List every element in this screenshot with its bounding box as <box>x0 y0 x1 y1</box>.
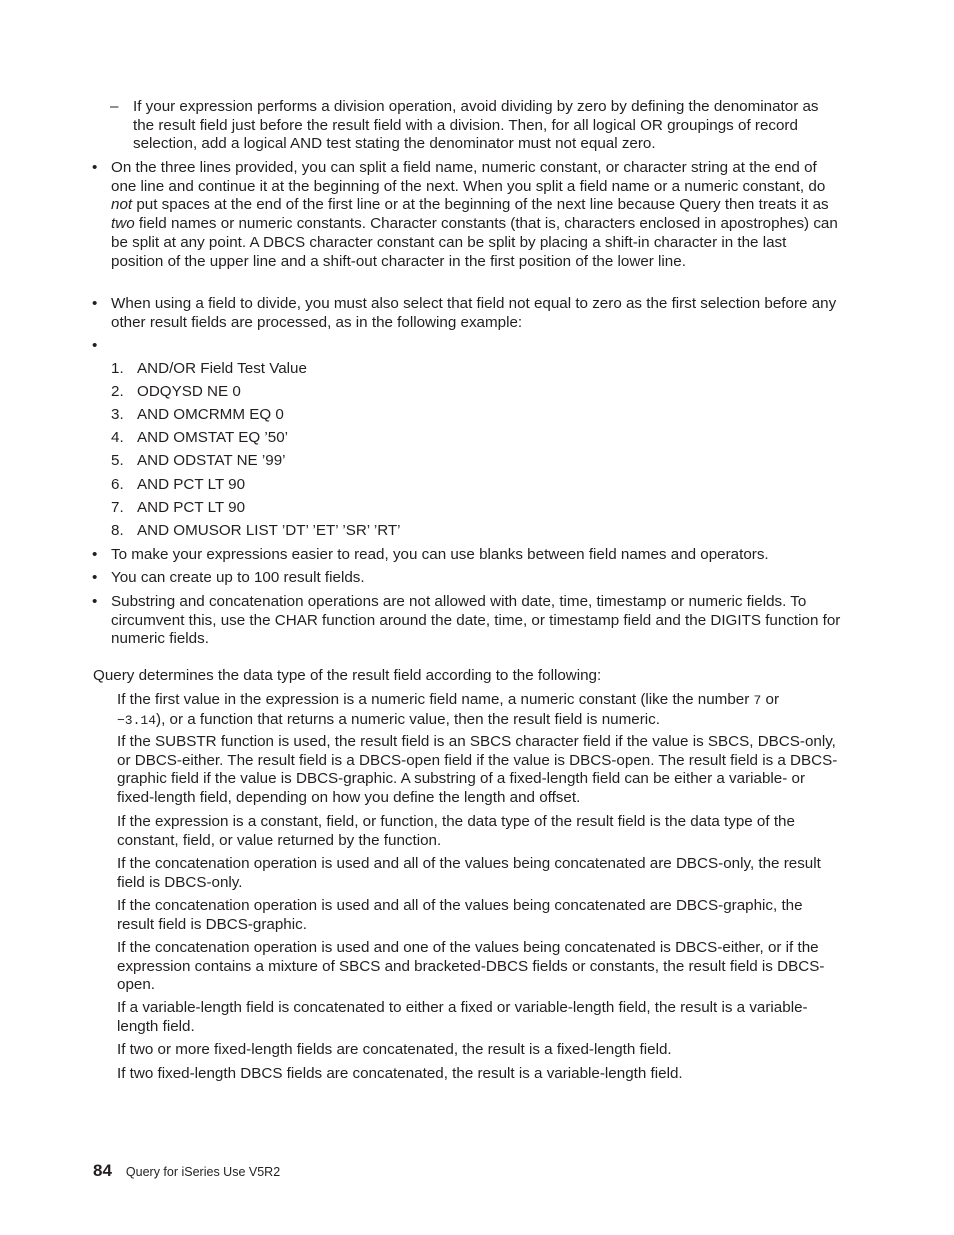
text-run: put spaces at the end of the first line or at the beginning of the next line because Query then treats it as <box>132 196 829 214</box>
bullet-marker: • <box>92 337 98 354</box>
item-text: AND PCT LT 90 <box>137 476 246 493</box>
dash-marker: – <box>110 98 119 115</box>
item-number: 7. <box>111 499 124 516</box>
item-text: AND/OR Field Test Value <box>137 360 307 377</box>
paragraph-fixed-length: If two or more fixed-length fields are concatenated, the result is a fixed-length field. <box>117 1041 672 1058</box>
item-number: 3. <box>111 406 124 423</box>
bullet-item-100-fields <box>92 569 842 588</box>
item-text: AND OMCRMM EQ 0 <box>137 406 284 423</box>
text-run: or <box>761 691 780 708</box>
bullet-marker: • <box>92 593 98 610</box>
numbered-item <box>111 476 245 495</box>
numbered-item <box>111 452 286 471</box>
emphasis-not: not <box>111 196 133 214</box>
text-run: ), or a function that returns a numeric value, then the result field is numeric. <box>156 710 660 728</box>
paragraph-dbcs-either: If the concatenation operation is used and one of the values being concatenated is DBCS-either, or if the expression contains a mixture of SBCS and bracketed-DBCS fields or constants, the result field is DBCS-open. <box>117 939 825 994</box>
bullet-marker: • <box>92 546 98 563</box>
paragraph-numeric <box>117 691 842 730</box>
paragraph-dbcs-fixed: If two fixed-length DBCS fields are concatenated, the result is a variable-length field. <box>117 1065 683 1082</box>
paragraph-dbcs-graphic: If the concatenation operation is used and all of the values being concatenated are DBCS-graphic, the result field is DBCS-graphic. <box>117 897 803 933</box>
dash-list-item <box>110 98 840 154</box>
item-text: AND OMSTAT EQ ’50’ <box>137 429 289 446</box>
bullet-marker: • <box>92 295 98 312</box>
code-constant: 7 <box>753 693 762 708</box>
item-text: AND PCT LT 90 <box>137 499 246 516</box>
numbered-item <box>111 499 245 518</box>
numbered-item <box>111 383 241 402</box>
text-run: If the first value in the expression is a numeric field name, a numeric constant (like the number <box>117 691 754 708</box>
bullet-item-divide <box>92 295 842 332</box>
bullet-text: You can create up to 100 result fields. <box>111 569 365 586</box>
paragraph-dbcs-only: If the concatenation operation is used and all of the values being concatenated are DBCS-only, the result field is DBCS-only. <box>117 855 821 891</box>
bullet-marker: • <box>92 159 98 176</box>
bullet-text <box>111 159 842 271</box>
intro-paragraph: Query determines the data type of the result field according to the following: <box>93 667 602 684</box>
item-number: 1. <box>111 360 124 377</box>
bullet-marker: • <box>92 569 98 586</box>
item-text: AND OMUSOR LIST ’DT’ ’ET’ ’SR’ ’RT’ <box>137 522 401 539</box>
bullet-item-substring <box>92 593 842 649</box>
numbered-item <box>111 360 307 379</box>
code-constant: −3.14 <box>117 712 157 728</box>
numbered-item <box>111 429 288 448</box>
dash-item-text: If your expression performs a division operation, avoid dividing by zero by defining the denominator as the result field just before the result field with a division. Then, for all logical OR groupings of record selection, add a logical AND test stating the denominator must not equal zero. <box>133 98 819 153</box>
emphasis-two: two <box>111 215 135 233</box>
bullet-text: Substring and concatenation operations are not allowed with date, time, timestamp or numeric fields. To circumvent this, use the CHAR function around the date, time, or timestamp field and the DIGITS function for numeric fields. <box>111 593 841 648</box>
numbered-item <box>111 522 401 541</box>
book-title: Query for iSeries Use V5R2 <box>125 1165 281 1179</box>
item-number: 5. <box>111 452 124 469</box>
paragraph-variable-length: If a variable-length field is concatenated to either a fixed or variable-length field, the result is a variable-length field. <box>117 999 808 1035</box>
page-number: 84 <box>93 1161 112 1180</box>
item-number: 6. <box>111 476 124 493</box>
bullet-item-blanks <box>92 546 842 565</box>
item-number: 4. <box>111 429 124 446</box>
item-text: AND ODSTAT NE ’99’ <box>137 452 286 469</box>
paragraph-constant: If the expression is a constant, field, or function, the data type of the result field is the data type of the constant, field, or value returned by the function. <box>117 813 795 849</box>
page-footer <box>93 1161 280 1181</box>
text-run: field names or numeric constants. Character constants (that is, characters enclosed in apostrophes) can be split at any point. A DBCS character constant can be split by placing a shift-in character in the last position of the upper line and a shift-out character in the first position of the lower line. <box>111 215 838 270</box>
text-run: On the three lines provided, you can split a field name, numeric constant, or character string at the end of one line and continue it at the beginning of the next. When you split a field name or a numeric constant, do <box>111 159 826 195</box>
bullet-text: To make your expressions easier to read, you can use blanks between field names and operators. <box>111 546 769 563</box>
item-number: 8. <box>111 522 124 539</box>
numbered-item <box>111 406 284 425</box>
item-text: ODQYSD NE 0 <box>137 383 241 400</box>
item-number: 2. <box>111 383 124 400</box>
bullet-item-split-lines <box>92 159 842 271</box>
paragraph-substr: If the SUBSTR function is used, the result field is an SBCS character field if the value is SBCS, DBCS-only, or DBCS-either. The result field is a DBCS-open field if the value is DBCS-open. The result field is a DBCS-graphic field if the value is DBCS-graphic. A substring of a fixed-length field can be either a variable- or fixed-length field, depending on how you define the length and offset. <box>117 733 838 807</box>
bullet-text: When using a field to divide, you must also select that field not equal to zero as the first selection before any other result fields are processed, as in the following example: <box>111 295 837 331</box>
